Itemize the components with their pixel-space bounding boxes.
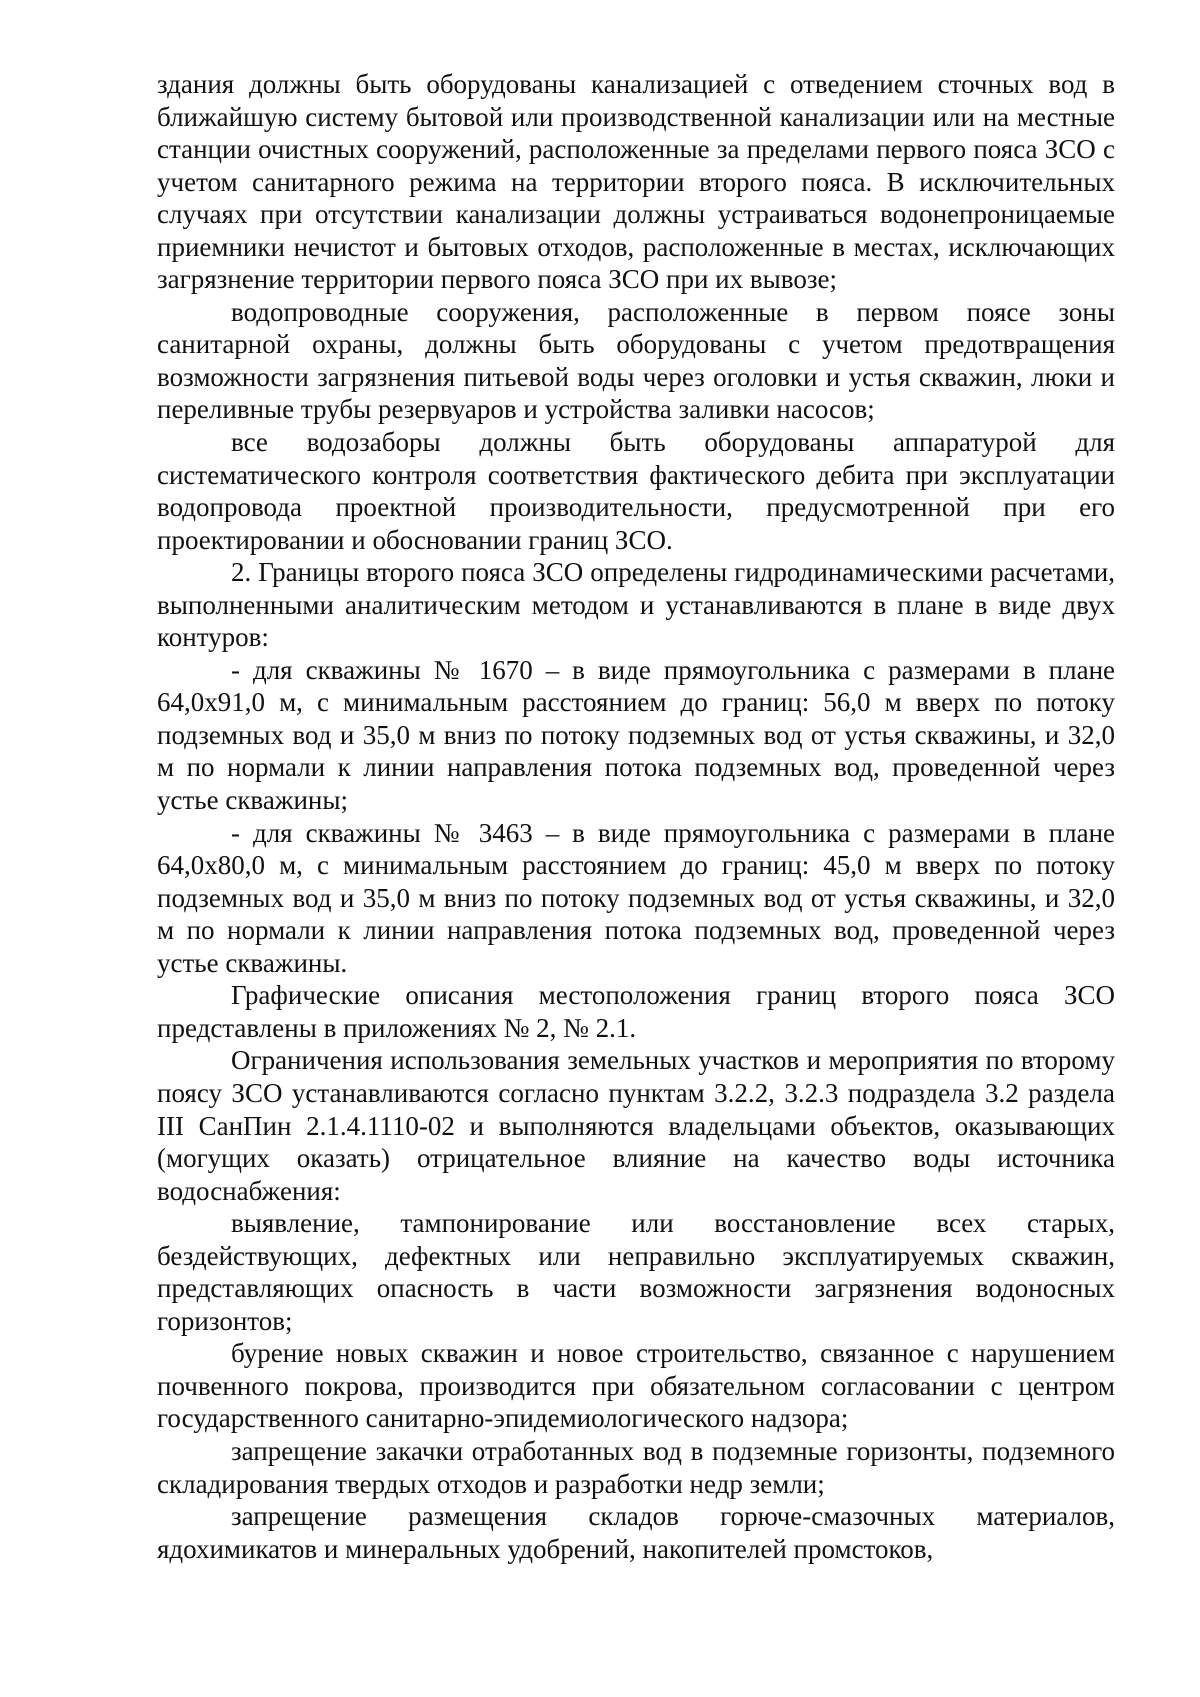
paragraph-second-zone-boundaries: 2. Границы второго пояса ЗСО определены гидродинамическими расчетами, выполненными аналитическим методом и устанавливаются в плане в виде двух контуров: — [157, 557, 1115, 653]
paragraph-well-1670: - для скважины № 1670 – в виде прямоугольника с размерами в плане 64,0х91,0 м, с минимальным расстоянием до границ: 56,0 м вверх по потоку подземных вод и 35,0 м вниз по потоку подземных вод от устья скважины, и 32,0 м по нормали к линии направления потока подземных вод, проведенной через устье скважины; — [157, 654, 1115, 816]
paragraph-well-identification: выявление, тампонирование или восстановление всех старых, бездействующих, дефектных или неправильно эксплуатируемых скважин, представляющих опасность в части возможности загрязнения водоносных горизонтов; — [157, 1208, 1115, 1336]
paragraph-well-3463: - для скважины № 3463 – в виде прямоугольника с размерами в плане 64,0х80,0 м, с минимальным расстоянием до границ: 45,0 м вверх по потоку подземных вод и 35,0 м вниз по потоку подземных вод от устья скважины, и 32,0 м по нормали к линии направления потока подземных вод, проведенной через устье скважины. — [157, 817, 1115, 978]
paragraph-water-intakes: все водозаборы должны быть оборудованы аппаратурой для систематического контроля соответствия фактического дебита при эксплуатации водопровода проектной производительности, предусмотренной при его проектировании и обосновании границ ЗСО. — [157, 427, 1115, 555]
paragraph-water-facilities: водопроводные сооружения, расположенные в первом поясе зоны санитарной охраны, должны быть оборудованы с учетом предотвращения возможности загрязнения питьевой воды через оголовки и устья скважин, люки и переливные трубы резервуаров и устройства заливки насосов; — [157, 296, 1115, 425]
paragraph-injection-ban: запрещение закачки отработанных вод в подземные горизонты, подземного складирования твердых отходов и разработки недр земли; — [157, 1435, 1115, 1499]
paragraph-sewerage-continuation: здания должны быть оборудованы канализацией с отведением сточных вод в ближайшую систему бытовой или производственной канализации или на местные станции очистных сооружений, расположенные за пределами первого пояса ЗСО с учетом санитарного режима на территории второго пояса. В исключительных случаях при отсутствии канализации должны устраиваться водонепроницаемые приемники нечистот и бытовых отходов, расположенные в местах, исключающих загрязнение территории первого пояса ЗСО при их вывозе; — [157, 69, 1115, 295]
document-body — [157, 68, 1115, 1565]
paragraph-new-drilling: бурение новых скважин и новое строительство, связанное с нарушением почвенного покрова, производится при обязательном согласовании с центром государственного санитарно-эпидемиологического надзора; — [157, 1338, 1115, 1434]
paragraph-storage-ban: запрещение размещения складов горюче-смазочных материалов, ядохимикатов и минеральных удобрений, накопителей промстоков, — [157, 1501, 1115, 1564]
paragraph-land-use-restrictions: Ограничения использования земельных участков и мероприятия по второму поясу ЗСО устанавливаются согласно пунктам 3.2.2, 3.2.3 подраздела 3.2 раздела III СанПин 2.1.4.1110-02 и выполняются владельцами объектов, оказывающих (могущих оказать) отрицательное влияние на качество воды источника водоснабжения: — [157, 1045, 1115, 1206]
paragraph-graphic-descriptions: Графические описания местоположения границ второго пояса ЗСО представлены в приложениях № 2, № 2.1. — [157, 980, 1115, 1043]
